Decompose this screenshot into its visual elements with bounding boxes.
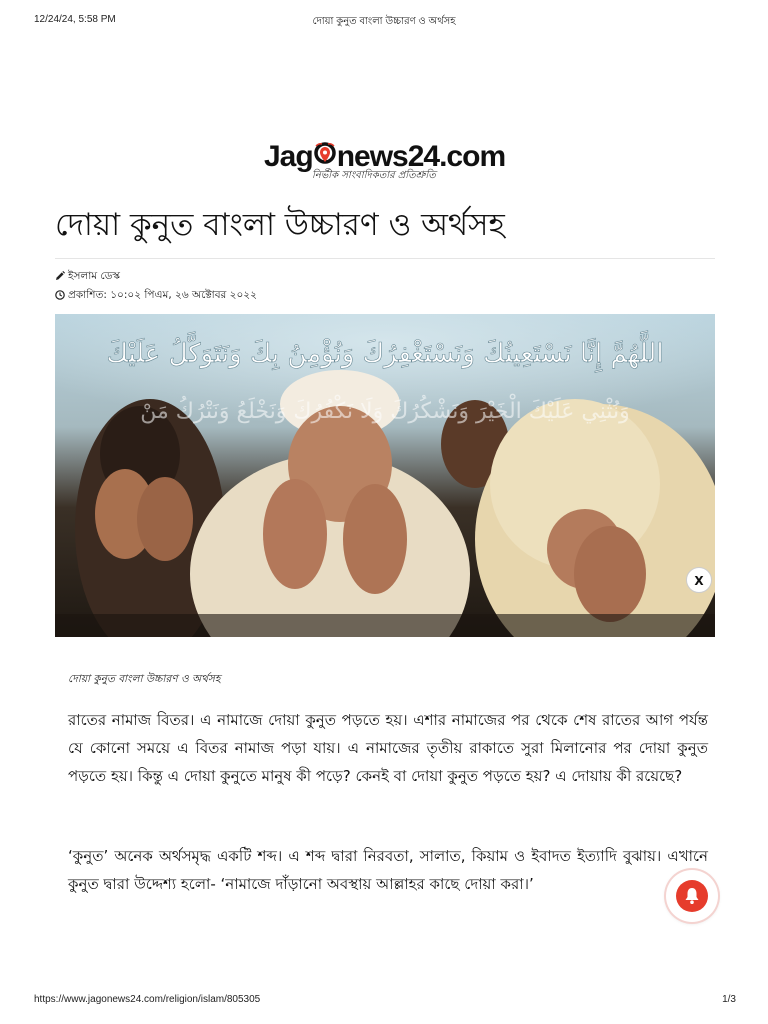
- arabic-text-line-1: اللَّهُمَّ إِنَّا نَسْتَعِينُكَ وَنَسْتَغْفِرُكَ وَنُؤْمِنُ بِكَ وَنَتَوَكَّلُ عَلَيْكَ: [106, 339, 664, 369]
- logo-text-before: Jag: [264, 140, 313, 173]
- article-published: [55, 288, 257, 305]
- notification-badge: [676, 880, 708, 912]
- print-document-title: দোয়া কুনুত বাংলা উচ্চারণ ও অর্থসহ: [312, 16, 456, 27]
- print-datetime: 12/24/24, 5:58 PM: [34, 14, 116, 25]
- print-url: https://www.jagonews24.com/religion/islam/805305: [34, 994, 261, 1005]
- author-name: ইসলাম ডেস্ক: [68, 270, 120, 282]
- article-headline: দোয়া কুনুত বাংলা উচ্চারণ ও অর্থসহ: [55, 207, 505, 243]
- published-datetime: ১০:০২ পিএম, ২৬ অক্টোবর ২০২২: [110, 289, 257, 301]
- site-logo[interactable]: [264, 138, 514, 188]
- logo-tagline: নির্ভীক সাংবাদিকতার প্রতিশ্রুতি: [312, 170, 436, 181]
- arabic-text-line-2: وَنُثْنِي عَلَيْكَ الْخَيْرَ وَنَشْكُرُكَ وَلَا نَكْفُرُكَ وَنَخْلَعُ وَنَتْرُكُ مَنْ: [140, 399, 630, 424]
- notification-button[interactable]: [666, 870, 718, 922]
- article-author[interactable]: [55, 269, 120, 286]
- print-footer: [0, 994, 768, 1010]
- clock-icon: [55, 290, 65, 300]
- article-paragraph-1: রাতের নামাজ বিতর। এ নামাজে দোয়া কুনুত পড়তে হয়। এশার নামাজের পর থেকে শেষ রাতের আগ পর্যন্ত যে কোনো সময়ে এ বিতর নামাজ পড়া যায়। এ নামাজের তৃতীয় রাকাতে সুরা মিলানোর পর দোয়া কুনুত পড়তে হয়। কিন্তু এ দোয়া কুনুতে মানুষ কী পড়ে? কেনই বা দোয়া কুনুত পড়তে হয়? এ দোয়ায় কী রয়েছে?: [68, 711, 708, 785]
- bell-icon: [684, 887, 700, 905]
- location-pin-icon: [313, 142, 337, 170]
- print-header: [0, 14, 768, 30]
- logo-text-after: news24.com: [336, 140, 506, 173]
- published-label: প্রকাশিত:: [68, 289, 107, 301]
- pencil-icon: [55, 271, 65, 281]
- praying-men-photo: [55, 314, 715, 637]
- article-hero-image: [55, 314, 715, 637]
- ad-close-button[interactable]: X: [686, 567, 712, 593]
- article-paragraph-2: ‘কুনুত’ অনেক অর্থসমৃদ্ধ একটি শব্দ। এ শব্দ দ্বারা নিরবতা, সালাত, কিয়াম ও ইবাদত ইত্যাদি বুঝায়। এখানে কুনুত দ্বারা উদ্দেশ্য হলো- ‘নামাজে দাঁড়ানো অবস্থায় আল্লাহর কাছে দোয়া করা।’: [68, 847, 708, 893]
- image-caption: দোয়া কুনুত বাংলা উচ্চারণ ও অর্থসহ: [68, 673, 221, 685]
- divider: [55, 258, 715, 259]
- print-page-number: 1/3: [722, 994, 736, 1005]
